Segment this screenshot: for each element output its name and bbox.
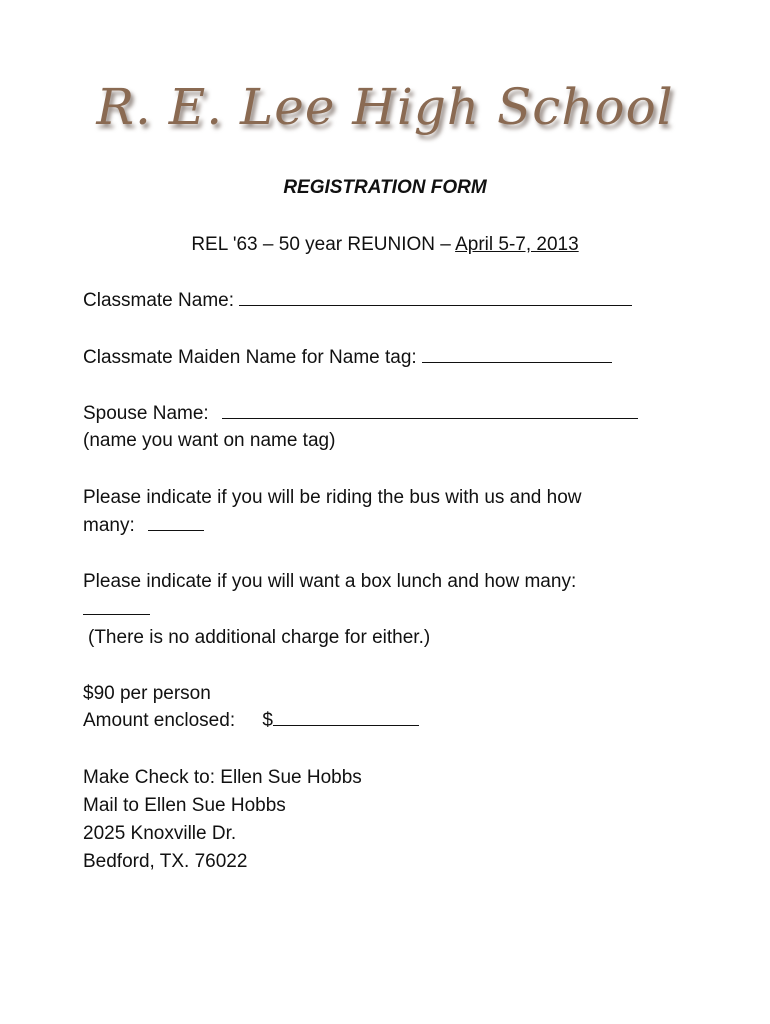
spouse-name-label: Spouse Name:	[83, 403, 209, 424]
spouse-name-row	[83, 400, 638, 428]
classmate-name-row	[83, 287, 632, 315]
mail-city: Bedford, TX. 76022	[83, 851, 248, 872]
reunion-date: April 5-7, 2013	[455, 234, 579, 255]
no-charge-note: (There is no additional charge for either.)	[88, 627, 431, 648]
amount-blank[interactable]	[273, 707, 419, 726]
classmate-name-label: Classmate Name:	[83, 290, 234, 311]
bus-count-blank[interactable]	[148, 512, 204, 531]
reunion-line	[0, 234, 770, 256]
spouse-name-blank[interactable]	[222, 400, 638, 419]
reunion-text: REL '63 – 50 year REUNION –	[191, 234, 456, 255]
bus-count-label: many:	[83, 515, 135, 536]
maiden-name-row	[83, 344, 612, 372]
currency-symbol: $	[262, 710, 273, 731]
check-payee: Make Check to: Ellen Sue Hobbs	[83, 767, 362, 788]
bus-question: Please indicate if you will be riding the bus with us and how	[83, 487, 582, 508]
maiden-name-label: Classmate Maiden Name for Name tag:	[83, 347, 417, 368]
amount-row	[83, 707, 419, 735]
maiden-name-blank[interactable]	[422, 344, 612, 363]
classmate-name-blank[interactable]	[239, 287, 632, 306]
school-name-logo: R. E. Lee High School	[96, 78, 674, 136]
price-text: $90 per person	[83, 683, 211, 704]
mail-to: Mail to Ellen Sue Hobbs	[83, 795, 286, 816]
mail-street: 2025 Knoxville Dr.	[83, 823, 237, 844]
form-title: REGISTRATION FORM	[283, 177, 487, 198]
bus-count-row	[83, 512, 204, 540]
lunch-count-row	[83, 596, 150, 624]
amount-label: Amount enclosed:	[83, 710, 236, 731]
lunch-question: Please indicate if you will want a box lunch and how many:	[83, 571, 577, 592]
spouse-note: (name you want on name tag)	[83, 430, 336, 451]
lunch-count-blank[interactable]	[83, 596, 150, 615]
